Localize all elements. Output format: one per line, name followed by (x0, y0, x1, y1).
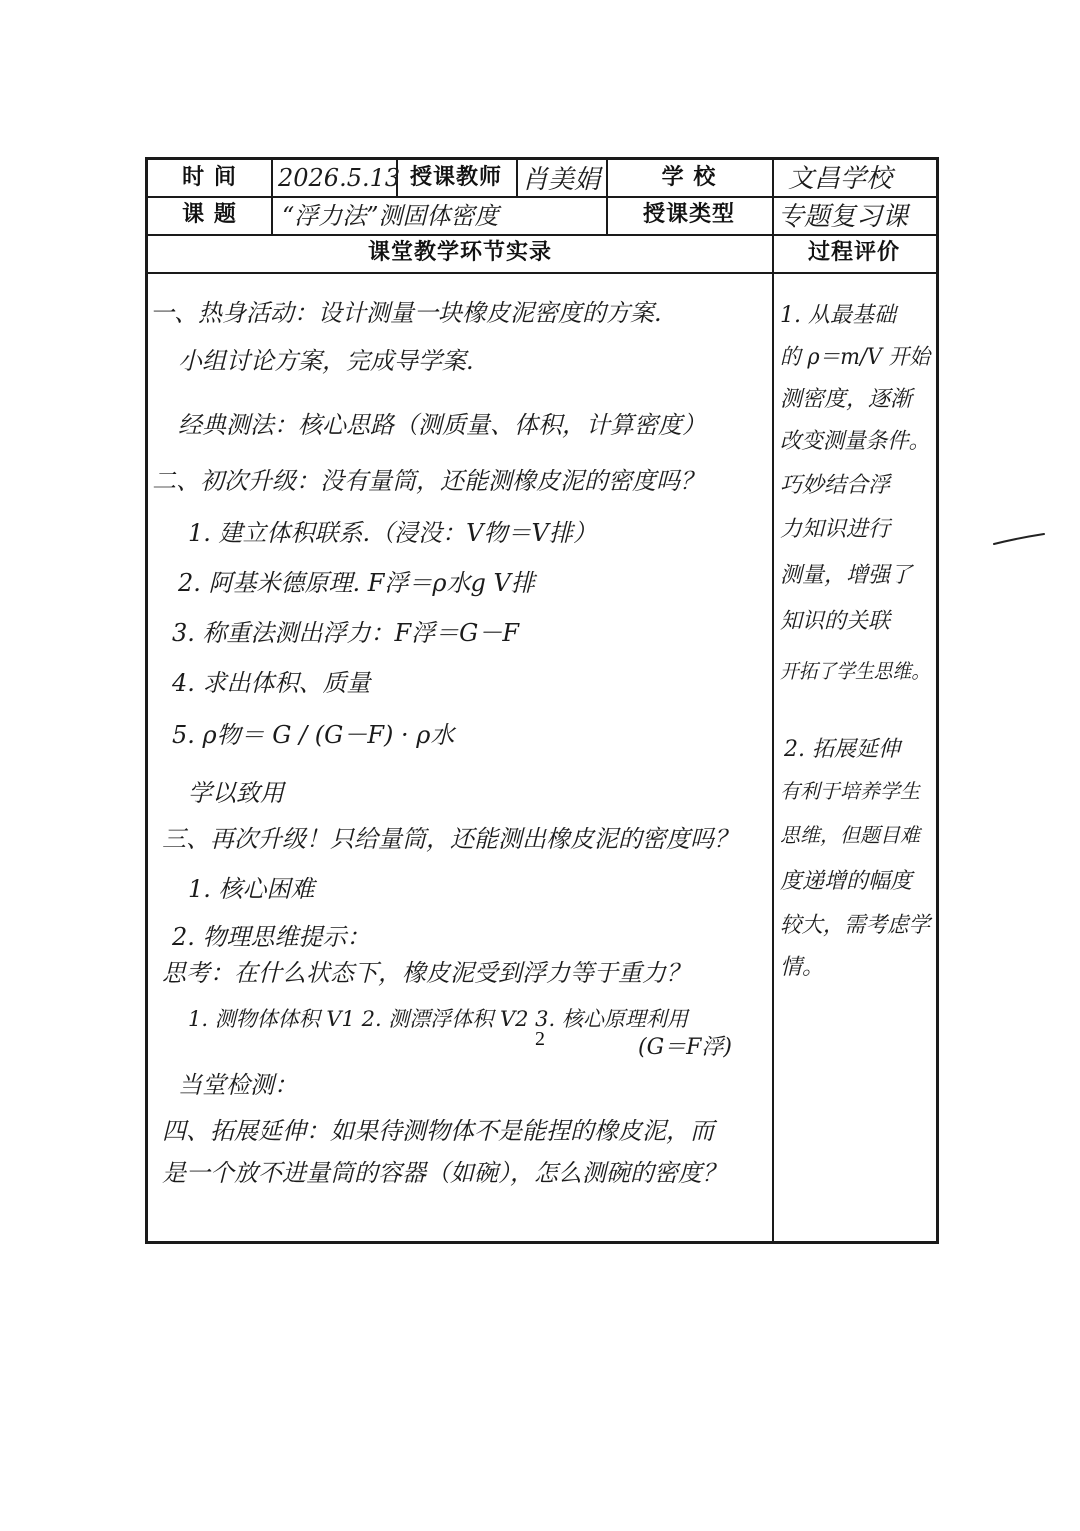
evaluation-line: 知识的关联 (780, 609, 891, 634)
record-line: 三、再次升级！只给量筒，还能测出橡皮泥的密度吗？ (162, 825, 738, 853)
teacher-value: 肖美娟 (522, 165, 601, 195)
evaluation-line: 测量，增强了 (780, 563, 913, 588)
table-rule (516, 160, 518, 196)
evaluation-line: 有利于培养学生 (780, 779, 920, 803)
evaluation-line: 开拓了学生思维。 (780, 659, 931, 683)
topic-label: 课 题 (182, 202, 237, 227)
evaluation-line: 测密度，逐渐 (780, 387, 913, 412)
school-value: 文昌学校 (788, 164, 893, 194)
table-rule (772, 160, 774, 1242)
record-section-title: 课堂教学环节实录 (367, 240, 552, 265)
record-line: 学以致用 (188, 779, 284, 807)
record-line: (G＝F浮) (638, 1035, 733, 1060)
record-line: 1. 测物体体积 V1 2. 测漂浮体积 V2 3. 核心原理利用 (188, 1007, 688, 1031)
evaluation-line: 改变测量条件。 (780, 429, 931, 454)
record-line: 思考：在什么状态下，橡皮泥受到浮力等于重力？ (162, 959, 690, 987)
evaluation-line: 巧妙结合浮 (780, 473, 891, 498)
record-line: 当堂检测： (178, 1071, 298, 1099)
record-line: 一、热身活动：设计测量一块橡皮泥密度的方案. (150, 299, 662, 327)
evaluation-line: 情。 (780, 955, 825, 980)
table-rule (148, 272, 936, 274)
record-line: 1. 核心困难 (188, 875, 315, 903)
record-line: 2. 物理思维提示： (172, 923, 371, 951)
record-line: 二、初次升级：没有量筒，还能测橡皮泥的密度吗？ (152, 467, 704, 495)
record-line: 经典测法：核心思路（测质量、体积，计算密度） (178, 411, 706, 439)
evaluation-line: 1. 从最基础 (780, 303, 896, 328)
record-line: 5. ρ物＝ G / (G－F) · ρ水 (172, 721, 455, 749)
record-line: 4. 求出体积、质量 (172, 669, 371, 697)
lesson-type-label: 授课类型 (642, 202, 735, 227)
time-value: 2026.5.13 (278, 164, 401, 192)
record-line: 3. 称重法测出浮力：F浮＝G－F (172, 619, 520, 647)
lesson-record-form (145, 157, 939, 1244)
evaluation-line: 度递增的幅度 (780, 869, 913, 894)
record-line: 1. 建立体积联系.（浸没：V物＝V排） (188, 519, 597, 547)
record-line: 四、拓展延伸：如果待测物体不是能捏的橡皮泥，而 (162, 1117, 714, 1145)
teacher-label: 授课教师 (409, 165, 502, 190)
evaluation-line: 较大，需考虑学 (780, 913, 931, 938)
evaluation-line: 思维，但题目难 (780, 823, 920, 847)
table-rule (271, 160, 273, 234)
evaluation-line: 2. 拓展延伸 (784, 737, 900, 762)
topic-value: “浮力法”测固体密度 (282, 202, 499, 230)
lesson-type-value: 专题复习课 (778, 202, 909, 232)
record-line: 2. 阿基米德原理. F浮＝ρ水g V排 (178, 569, 535, 597)
evaluation-line: 力知识进行 (780, 517, 891, 542)
record-line: 小组讨论方案，完成导学案. (178, 347, 474, 375)
page-number: 2 (535, 1028, 545, 1050)
record-line: 是一个放不进量筒的容器（如碗），怎么测碗的密度？ (162, 1159, 726, 1187)
pen-stroke-mark (990, 530, 1050, 550)
time-label: 时 间 (182, 165, 237, 190)
school-label: 学 校 (661, 165, 717, 190)
evaluation-section-title: 过程评价 (807, 240, 900, 265)
evaluation-line: 的 ρ＝m/V 开始 (780, 345, 931, 370)
